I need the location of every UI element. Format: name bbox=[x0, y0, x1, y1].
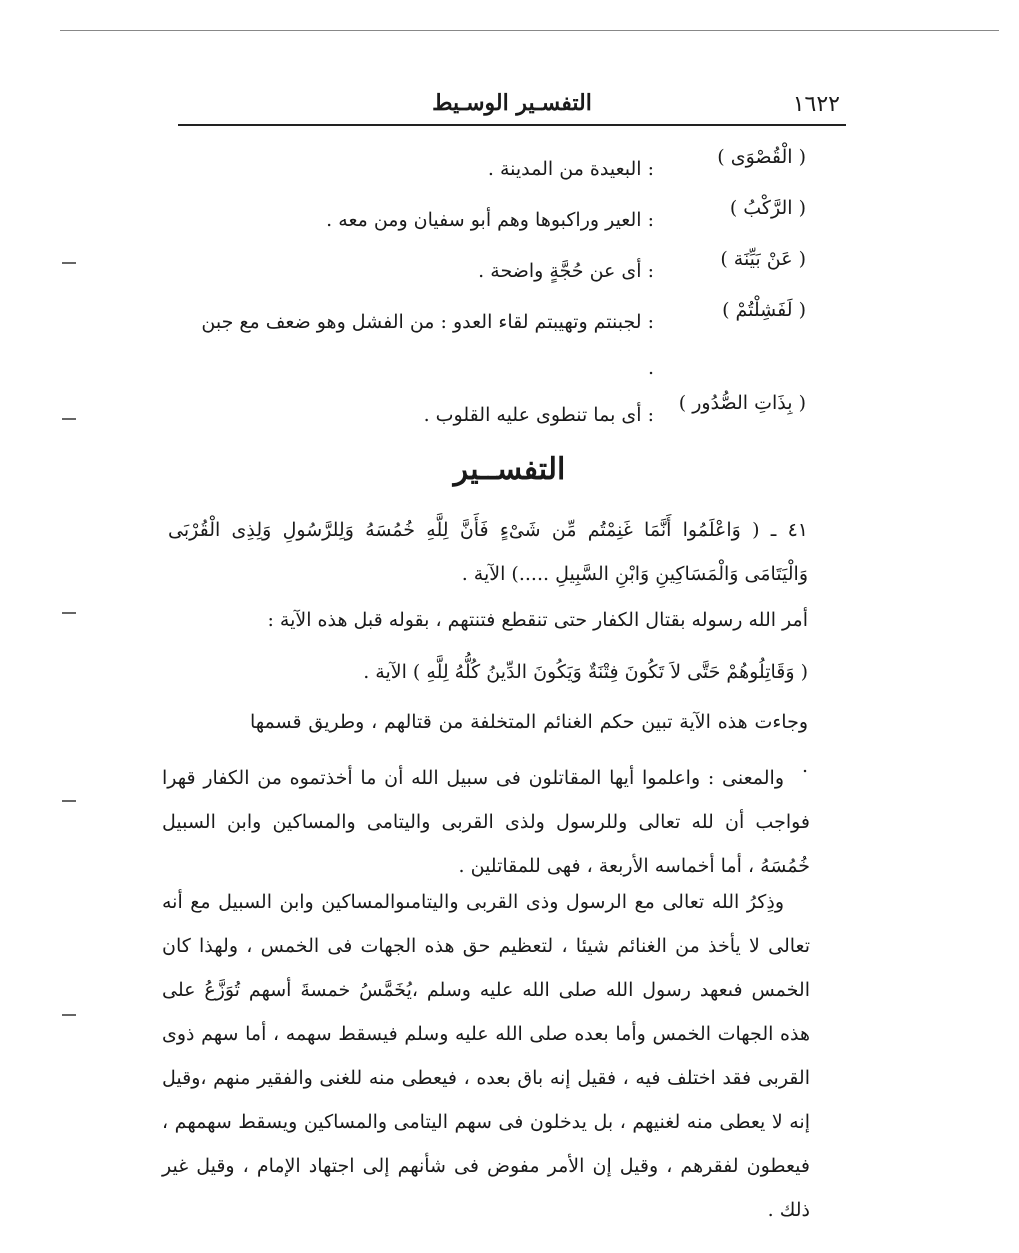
quoted-verse: ( وَقَاتِلُوهُمْ حَتَّى لاَ تَكُونَ فِتْنَةٌ وَيَكُونَ الدِّينُ كُلُّهُ لِلَّهِ ) الآية . bbox=[363, 661, 808, 683]
glossary-term: ( عَنْ بَيِّنَة ) bbox=[720, 248, 806, 270]
glossary-definition: : البعيدة من المدينة . bbox=[487, 158, 654, 180]
section-heading: التفســير bbox=[453, 452, 566, 487]
paragraph: وجاءت هذه الآية تبين حكم الغنائم المتخلفة من قتالهم ، وطريق قسمها . bbox=[250, 711, 808, 777]
glossary-definition: : أى بما تنطوى عليه القلوب . bbox=[423, 404, 654, 426]
margin-scan-mark bbox=[62, 418, 76, 420]
quranic-verse: ٤١ ـ ( وَاعْلَمُوا أَنَّمَا غَنِمْتُم مِّن شَىْءٍ فَأَنَّ لِلَّهِ خُمُسَهُ وَلِلرَّسُولِ وَلِذِى الْقُرْبَى وَالْيَتَامَى وَالْمَسَاكِينِ وَابْنِ السَّبِيلِ .....) الآية . bbox=[168, 519, 808, 585]
glossary-term: ( الْقُصْوَى ) bbox=[717, 146, 806, 168]
glossary-term: ( لَفَشِلْتُمْ ) bbox=[722, 299, 806, 321]
paragraph: وذِكرُ الله تعالى مع الرسول وذى القربى واليتامىوالمساكين وابن السبيل مع أنه تعالى لا يأخذ من الغنائم شيئا ، لتعظيم حق هذه الجهات فى الخمس ، ولهذا كان الخمس فىعهد رسول الله صلى الله عليه وسلم ،يُخَمَّسُ خمسةَ أسهم تُوَزَّعُ على هذه الجهات الخمس وأما بعده صلى الله عليه وسلم فيسقط سهمه ، أما سهم ذوى القربى فقد اختلف فيه ، فقيل إنه باق بعده ، فيعطى منه للغنى والفقير منهم ،وقيل إنه لا يعطى منه لغنيهم ، بل يدخلون فى سهم اليتامى والمساكين ويسقط سهمهم ، فيعطون لفقرهم ، وقيل إن الأمر مفوض فى شأنهم إلى اجتهاد الإمام ، وقيل غير ذلك . bbox=[162, 891, 810, 1221]
paragraph: أمر الله رسوله بقتال الكفار حتى تنقطع فتنتهم ، بقوله قبل هذه الآية : bbox=[267, 609, 808, 631]
glossary-definition: : العير وراكبوها وهم أبو سفيان ومن معه . bbox=[326, 209, 654, 231]
margin-scan-mark bbox=[62, 612, 76, 614]
margin-scan-mark bbox=[62, 262, 76, 264]
glossary-term: ( الرَّكْبُ ) bbox=[729, 197, 806, 219]
margin-scan-mark bbox=[62, 1014, 76, 1016]
header-rule bbox=[178, 124, 846, 126]
scan-edge-line bbox=[60, 30, 999, 31]
glossary-definition: : لجبنتم وتهيبتم لقاء العدو : من الفشل وهو ضعف مع جبن . bbox=[201, 311, 654, 379]
page-number: ١٦٢٢ bbox=[792, 92, 840, 117]
margin-scan-mark bbox=[62, 800, 76, 802]
paragraph: والمعنى : واعلموا أيها المقاتلون فى سبيل الله أن ما أخذتموه من الكفار قهرا فواجب أن لله تعالى وللرسول ولذى القربى واليتامى والمساكين وابن السبيل خُمُسَهُ ، أما أخماسه الأربعة ، فهى للمقاتلين . bbox=[162, 767, 810, 877]
glossary-definition: : أى عن حُجَّةٍ واضحة . bbox=[478, 260, 654, 282]
running-title: التفسـير الوسـيط bbox=[432, 90, 592, 116]
glossary-term: ( بِذَاتِ الصُّدُور ) bbox=[678, 392, 806, 414]
page-header bbox=[178, 88, 846, 124]
